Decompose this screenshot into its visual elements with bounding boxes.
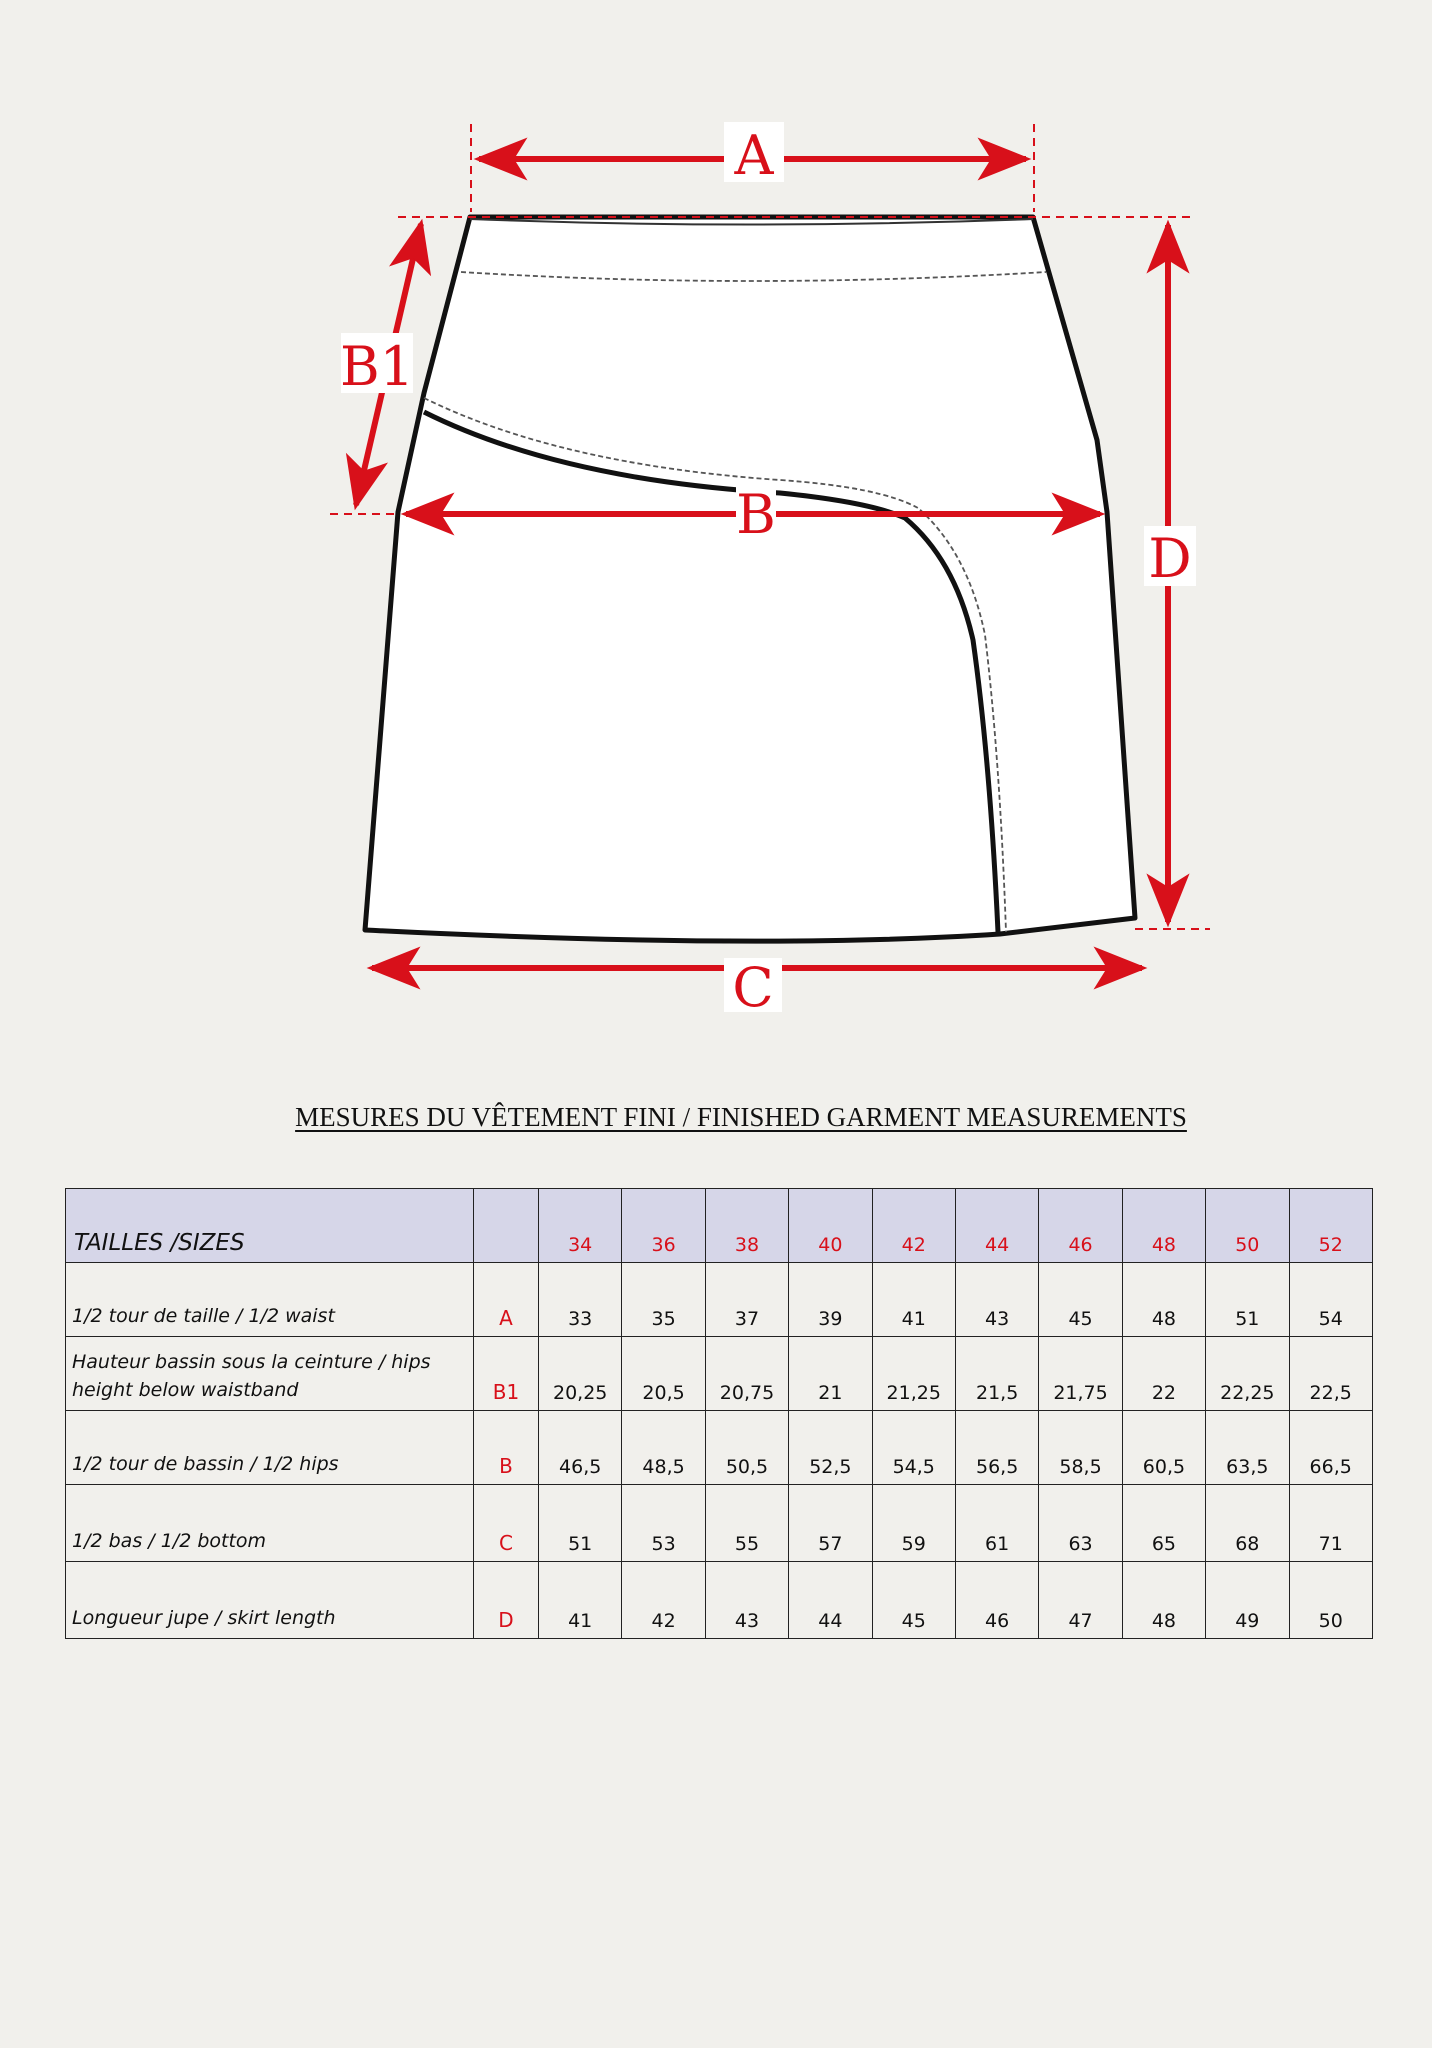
measurement-value: 51 [539,1485,622,1562]
label-a: A [734,124,774,187]
size-header-42: 42 [872,1189,955,1263]
measurement-value: 56,5 [955,1411,1038,1485]
measurement-value: 46,5 [539,1411,622,1485]
measurement-value: 22 [1122,1337,1205,1411]
measurement-value: 47 [1039,1562,1122,1639]
measurement-value: 43 [955,1263,1038,1337]
measurement-label-line1: 1/2 bas / 1/2 bottom [72,1530,267,1552]
measurement-value: 33 [539,1263,622,1337]
table-row [66,1411,1373,1485]
size-header-38: 38 [705,1189,788,1263]
measurement-value: 22,5 [1289,1337,1372,1411]
size-header-52: 52 [1289,1189,1372,1263]
measurement-label [66,1411,474,1485]
label-b1: B1 [339,335,415,398]
measurement-value: 52,5 [789,1411,872,1485]
label-b: B [736,483,776,546]
size-header-48: 48 [1122,1189,1205,1263]
measurement-value: 21,25 [872,1337,955,1411]
measurement-value: 45 [1039,1263,1122,1337]
measurement-code: B [474,1411,539,1485]
measurement-value: 53 [622,1485,705,1562]
measurement-value: 54 [1289,1263,1372,1337]
measurement-code: A [474,1263,539,1337]
measurement-value: 45 [872,1562,955,1639]
measurement-value: 51 [1206,1263,1289,1337]
measurements-body [66,1263,1373,1639]
code-header [474,1189,539,1263]
measurement-label [66,1263,474,1337]
measurements-table [65,1188,1373,1639]
measurement-value: 50 [1289,1562,1372,1639]
measurement-value: 21 [789,1337,872,1411]
measurement-value: 58,5 [1039,1411,1122,1485]
measurement-value: 37 [705,1263,788,1337]
size-header-50: 50 [1206,1189,1289,1263]
measurement-value: 44 [789,1562,872,1639]
measurement-value: 41 [872,1263,955,1337]
measurement-code: B1 [474,1337,539,1411]
size-header-36: 36 [622,1189,705,1263]
measurement-value: 48 [1122,1562,1205,1639]
measurement-value: 48 [1122,1263,1205,1337]
measurement-value: 35 [622,1263,705,1337]
measurement-label [66,1485,474,1562]
measurement-value: 49 [1206,1562,1289,1639]
size-header-34: 34 [539,1189,622,1263]
measurement-value: 20,5 [622,1337,705,1411]
measurement-value: 41 [539,1562,622,1639]
measurement-label-line1: 1/2 tour de taille / 1/2 waist [72,1305,335,1327]
measurement-value: 68 [1206,1485,1289,1562]
label-d: D [1148,527,1192,590]
measurement-value: 20,25 [539,1337,622,1411]
measurement-value: 46 [955,1562,1038,1639]
measurement-value: 21,75 [1039,1337,1122,1411]
measurement-value: 57 [789,1485,872,1562]
measurement-value: 60,5 [1122,1411,1205,1485]
measurement-label-line1: 1/2 tour de bassin / 1/2 hips [72,1453,339,1475]
size-header-row [66,1189,1373,1263]
size-header-44: 44 [955,1189,1038,1263]
size-header-40: 40 [789,1189,872,1263]
measurement-value: 71 [1289,1485,1372,1562]
size-header-46: 46 [1039,1189,1122,1263]
measurement-value: 39 [789,1263,872,1337]
measurement-code: D [474,1562,539,1639]
table-row [66,1263,1373,1337]
table-row [66,1337,1373,1411]
sizes-header: TAILLES /SIZES [66,1189,474,1263]
measurement-label-line1: Longueur jupe / skirt length [72,1607,336,1629]
measurement-label [66,1562,474,1639]
measurement-value: 63 [1039,1485,1122,1562]
measurement-value: 22,25 [1206,1337,1289,1411]
measurement-value: 61 [955,1485,1038,1562]
measurement-value: 65 [1122,1485,1205,1562]
table-row [66,1485,1373,1562]
measurement-label-line1: Hauteur bassin sous la ceinture / hips [72,1351,431,1373]
measurements-title: MESURES DU VÊTEMENT FINI / FINISHED GARMENT MEASUREMENTS [295,1102,1187,1132]
measurement-value: 66,5 [1289,1411,1372,1485]
measurement-label-line2: height below waistband [72,1379,299,1401]
label-c: C [732,956,774,1019]
measurement-value: 55 [705,1485,788,1562]
measurement-value: 21,5 [955,1337,1038,1411]
measurement-value: 50,5 [705,1411,788,1485]
measurement-value: 54,5 [872,1411,955,1485]
measurement-value: 42 [622,1562,705,1639]
measurement-label [66,1337,474,1411]
measurement-value: 48,5 [622,1411,705,1485]
measurement-value: 63,5 [1206,1411,1289,1485]
measurement-code: C [474,1485,539,1562]
measurement-value: 43 [705,1562,788,1639]
measurement-value: 20,75 [705,1337,788,1411]
measurement-value: 59 [872,1485,955,1562]
table-row [66,1562,1373,1639]
skirt-outline [365,217,1135,941]
